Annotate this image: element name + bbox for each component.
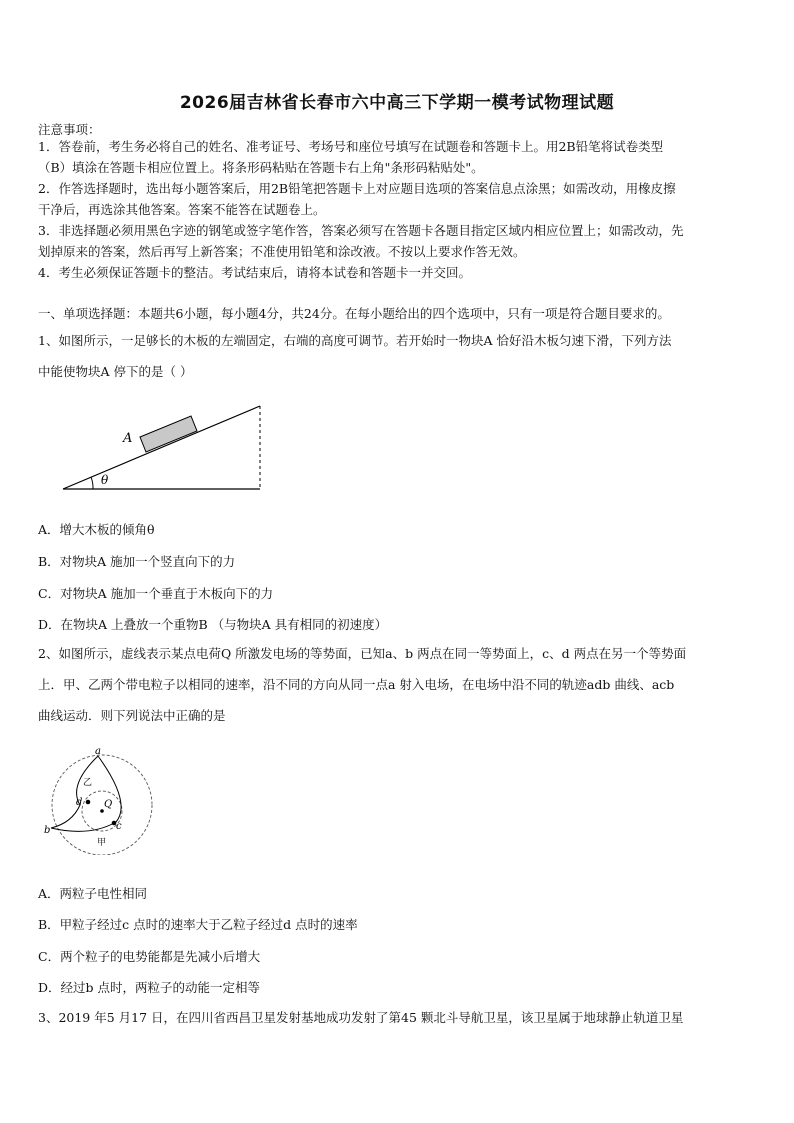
- section-heading: 一、单项选择题：本题共6小题，每小题4分，共24分。在每小题给出的四个选项中，只有一项是符合题目要求的。: [38, 306, 670, 321]
- q2-option-b: B．甲粒子经过c 点时的速率大于乙粒子经过d 点时的速率: [38, 917, 358, 932]
- notes-line: 干净后，再选涂其他答案。答案不能答在试题卷上。: [38, 202, 326, 217]
- notes-line: 3．非选择题必须用黑色字迹的钢笔或签字笔作答，答案必须写在答题卡各题目指定区域内相应位置上；如需改动，先: [38, 223, 684, 238]
- q2-stem: 上．甲、乙两个带电粒子以相同的速率，沿不同的方向从同一点a 射入电场，在电场中沿不同的轨迹adb 曲线、acb: [38, 677, 675, 692]
- particle-yi: 乙: [83, 778, 93, 788]
- q2-option-c: C．两个粒子的电势能都是先减小后增大: [38, 949, 261, 964]
- q2-option-a: A．两粒子电性相同: [38, 886, 148, 901]
- q1-option-c: C．对物块A 施加一个垂直于木板向下的力: [38, 586, 274, 601]
- point-a: a: [95, 746, 101, 757]
- block-label: A: [123, 431, 133, 446]
- notes-line: 划掉原来的答案，然后再写上新答案；不准使用铅笔和涂改液。不按以上要求作答无效。: [38, 244, 526, 259]
- q2-stem: 2、如图所示，虚线表示某点电荷Q 所激发电场的等势面，已知a、b 两点在同一等势面上，c、d 两点在另一个等势面: [38, 646, 687, 661]
- notes-line: （B）填涂在答题卡相应位置上。将条形码粘贴在答题卡右上角"条形码粘贴处"。: [38, 160, 484, 175]
- block-a: [140, 416, 197, 452]
- particle-jia: 甲: [97, 838, 107, 848]
- q2-stem: 曲线运动．则下列说法中正确的是: [38, 708, 226, 723]
- q1-option-b: B．对物块A 施加一个竖直向下的力: [38, 554, 236, 569]
- notes-heading: 注意事项：: [38, 122, 101, 137]
- equipotential-figure: [42, 745, 162, 855]
- point-d: d: [76, 797, 83, 808]
- q1-option-a: A．增大木板的倾角θ: [38, 522, 155, 537]
- q1-stem: 1、如图所示，一足够长的木板的左端固定，右端的高度可调节。若开始时一物块A 恰好沿木板匀速下滑，下列方法: [38, 333, 672, 348]
- page-title: 2026届吉林省长春市六中高三下学期一模考试物理试题: [179, 93, 615, 113]
- charge-q: Q: [104, 799, 113, 810]
- notes-line: 1．答卷前，考生务必将自己的姓名、准考证号、考场号和座位号填写在试题卷和答题卡上。用2B铅笔将试卷类型: [38, 139, 664, 154]
- notes-line: 2．作答选择题时，选出每小题答案后，用2B铅笔把答题卡上对应题目选项的答案信息点涂黑；如需改动，用橡皮擦: [38, 181, 676, 196]
- q1-option-d: D．在物块A 上叠放一个重物B （与物块A 具有相同的初速度）: [38, 617, 388, 632]
- q3-stem: 3、2019 年5 月17 日，在四川省西昌卫星发射基地成功发射了第45 颗北斗导航卫星，该卫星属于地球静止轨道卫星: [38, 1010, 684, 1025]
- point-c: c: [116, 821, 122, 832]
- incline-figure: [55, 398, 270, 498]
- q2-option-d: D．经过b 点时，两粒子的动能一定相等: [38, 980, 260, 995]
- q1-stem: 中能使物块A 停下的是（ ）: [38, 364, 193, 379]
- point-b: b: [44, 825, 51, 836]
- angle-label: θ: [101, 473, 109, 487]
- notes-line: 4．考生必须保证答题卡的整洁。考试结束后，请将本试卷和答题卡一并交回。: [38, 265, 471, 280]
